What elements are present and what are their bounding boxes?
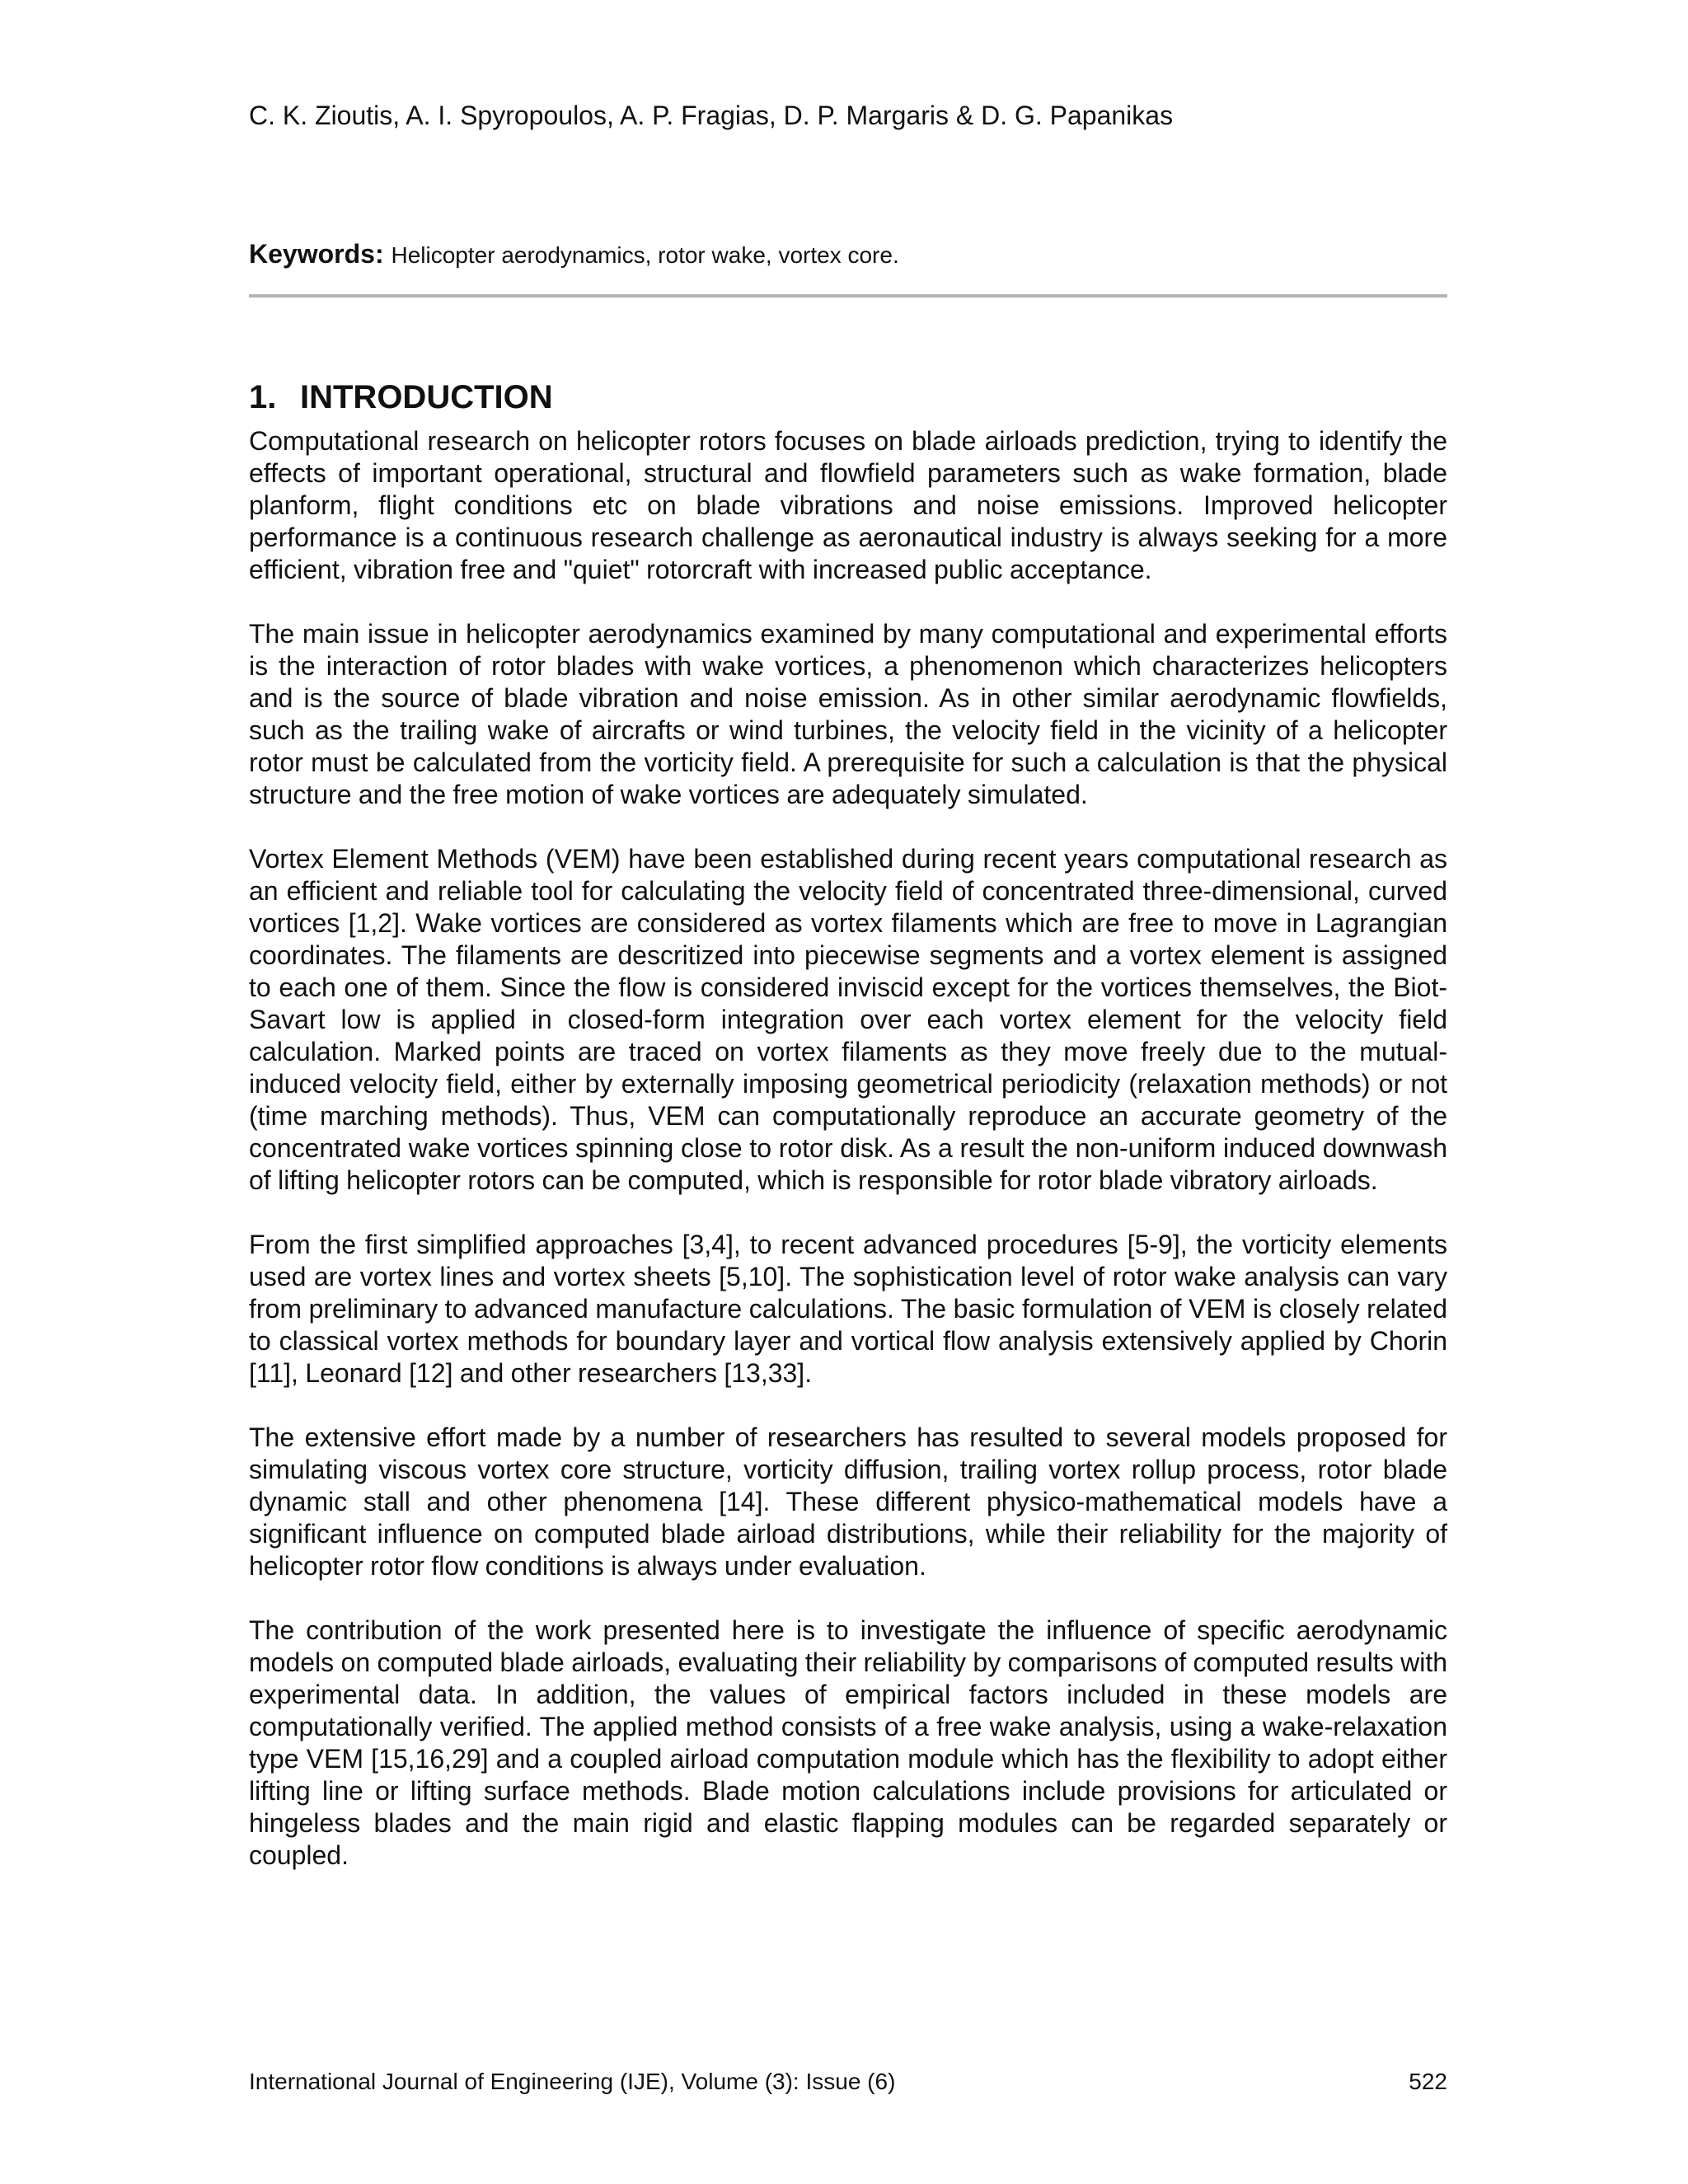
- keywords-text: Helicopter aerodynamics, rotor wake, vortex core.: [391, 242, 899, 268]
- paper-page: [249, 0, 1447, 2184]
- keywords-line: [249, 237, 899, 272]
- footer-page-number: 522: [1409, 2069, 1447, 2094]
- paragraph-5: The extensive effort made by a number of researchers has resulted to several models proposed for simulating viscous vortex core structure, vorticity diffusion, trailing vortex rollup process, rotor blade dynamic stall and other phenomena [14]. These different physico-mathematical models have a significant influence on computed blade airload distributions, while their reliability for the majority of helicopter rotor flow conditions is always under evaluation.: [249, 1422, 1447, 1581]
- section-number: 1.: [249, 379, 277, 415]
- footer-journal: International Journal of Engineering (IJE), Volume (3): Issue (6): [249, 2069, 896, 2094]
- paragraph-3: Vortex Element Methods (VEM) have been established during recent years computational research as an efficient and reliable tool for calculating the velocity field of concentrated three-dimensional, curved vortices [1,2]. Wake vortices are considered as vortex filaments which are free to move in Lagrangian coordinates. The filaments are descritized into piecewise segments and a vortex element is assigned to each one of them. Since the flow is considered inviscid except for the vortices themselves, the Biot-Savart low is applied in closed-form integration over each vortex element for the velocity field calculation. Marked points are traced on vortex filaments as they move freely due to the mutual-induced velocity field, either by externally imposing geometrical periodicity (relaxation methods) or not (time marching methods). Thus, VEM can computationally reproduce an accurate geometry of the concentrated wake vortices spinning close to rotor disk. As a result the non-uniform induced downwash of lifting helicopter rotors can be computed, which is responsible for rotor blade vibratory airloads.: [249, 844, 1447, 1195]
- paragraph-4: From the first simplified approaches [3,4], to recent advanced procedures [5-9], the vorticity elements used are vortex lines and vortex sheets [5,10]. The sophistication level of rotor wake analysis can vary from preliminary to advanced manufacture calculations. The basic formulation of VEM is closely related to classical vortex methods for boundary layer and vortical flow analysis extensively applied by Chorin [11], Leonard [12] and other researchers [13,33].: [249, 1230, 1447, 1388]
- keywords-label: Keywords:: [249, 239, 384, 269]
- horizontal-rule: [249, 294, 1447, 298]
- paragraph-6: The contribution of the work presented here is to investigate the influence of specific aerodynamic models on computed blade airloads, evaluating their reliability by comparisons of computed results with experimental data. In addition, the values of empirical factors included in these models are computationally verified. The applied method consists of a free wake analysis, using a wake-relaxation type VEM [15,16,29] and a coupled airload computation module which has the flexibility to adopt either lifting line or lifting surface methods. Blade motion calculations include provisions for articulated or hingeless blades and the main rigid and elastic flapping modules can be regarded separately or coupled.: [249, 1615, 1447, 1870]
- running-head-authors: C. K. Zioutis, A. I. Spyropoulos, A. P. Fragias, D. P. Margaris & D. G. Papanikas: [249, 101, 1174, 130]
- paragraph-1: Computational research on helicopter rotors focuses on blade airloads prediction, trying to identify the effects of important operational, structural and flowfield parameters such as wake formation, blade planform, flight conditions etc on blade vibrations and noise emissions. Improved helicopter performance is a continuous research challenge as aeronautical industry is always seeking for a more efficient, vibration free and "quiet" rotorcraft with increased public acceptance.: [249, 426, 1447, 584]
- paragraph-2: The main issue in helicopter aerodynamics examined by many computational and experimental efforts is the interaction of rotor blades with wake vortices, a phenomenon which characterizes helicopters and is the source of blade vibration and noise emission. As in other similar aerodynamic flowfields, such as the trailing wake of aircrafts or wind turbines, the velocity field in the vicinity of a helicopter rotor must be calculated from the vorticity field. A prerequisite for such a calculation is that the physical structure and the free motion of wake vortices are adequately simulated.: [249, 619, 1447, 809]
- section-title: INTRODUCTION: [300, 379, 553, 415]
- section-heading: [249, 377, 553, 417]
- section-body: [249, 425, 1447, 1904]
